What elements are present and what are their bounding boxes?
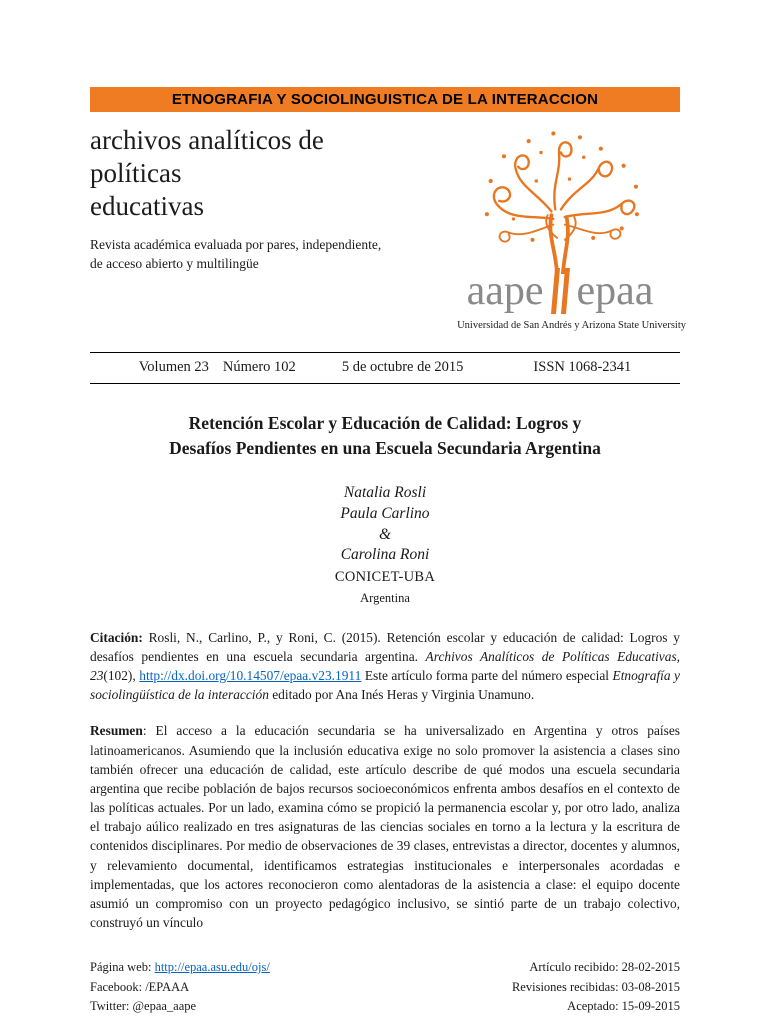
author-name: Natalia Rosli	[343, 483, 427, 501]
page-content	[90, 0, 686, 1016]
revisions-date: Revisiones recibidas: 03-08-2015	[511, 979, 680, 994]
citation-text: Rosli, N., Carlino, P., y Roni, C. (2015). Retención escolar y educación de calidad: Logros y desafíos pendientes en una escuela secundaria argentina.	[90, 629, 680, 664]
journal-header	[90, 124, 686, 352]
tree-trunk-icon	[550, 268, 569, 314]
citation-issue: (102),	[103, 668, 140, 684]
citation-paragraph	[90, 628, 680, 705]
special-issue-banner	[90, 87, 680, 112]
article-title-line1: Retención Escolar y Educación de Calidad: Logros y	[188, 413, 582, 433]
journal-name-italic: Archivos Analíticos de Políticas Educativas, 23	[90, 648, 680, 684]
country: Argentina	[360, 590, 410, 605]
footer-dates	[512, 958, 680, 1016]
abstract-text: : El acceso a la educación secundaria se ha universalizado en Argentina y otros países latinoamericanos. Asumiendo que la inclusión educativa exige no solo promover la asistencia a clases sino también ofrecer una educación de calidad, este artículo describe de qué modos una escuela secundaria argentina que recibe población de bajos recursos socioeconómicos enfrenta ambos desafíos en el contexto de las políticas actuales. Por un lado, examina cómo se propició la permanencia escolar y, por otro lado, analiza el trabajo aúlico realizado en tres asignaturas de las ciencias sociales en torno a la lectura y la escritura de contenidos disciplinares. Por medio de observaciones de 39 clases, entrevistas a director, docentes y alumnos, y relevamiento documental, identificamos estrategias institucionales e interpersonales acordadas e implementadas, que los actores reconocieron como alentadoras de la asistencia a clase: el equipo docente asumió un compromiso con un proyecto pedagógico inclusivo, se sintió parte de un trabajo colectivo, construyó un vínculo	[90, 723, 680, 930]
received-date: Artículo recibido: 28-02-2015	[529, 960, 680, 975]
twitter-line: Twitter: @epaa_aape	[90, 998, 197, 1013]
special-issue-banner-text: ETNOGRAFIA Y SOCIOLINGUISTICA DE LA INTERACCION	[171, 91, 599, 108]
journal-title-line1: archivos analíticos de políticas	[90, 125, 324, 188]
journal-subtitle-line1: Revista académica evaluada por pares, independiente,	[90, 236, 382, 252]
volume-label: Volumen 23	[138, 359, 209, 375]
article-title-line2: Desafíos Pendientes en una Escuela Secundaria Argentina	[169, 437, 601, 458]
author-block	[90, 483, 680, 607]
footer-contact	[90, 958, 270, 1016]
accepted-date: Aceptado: 15-09-2015	[567, 998, 680, 1013]
epaa-logo	[434, 124, 686, 331]
page-footer	[90, 958, 680, 1016]
journal-title-line2: educativas	[90, 190, 204, 221]
epaa-wordmark	[434, 268, 686, 314]
masthead-bar	[90, 352, 680, 384]
wordmark-aape: aape	[466, 268, 544, 314]
website-label: Página web:	[90, 960, 155, 975]
article-title	[90, 411, 680, 461]
website-line	[90, 958, 270, 977]
universities-caption: Universidad de San Andrés y Arizona State University	[457, 320, 686, 331]
abstract-label: Resumen	[90, 723, 143, 739]
special-issue-name-italic: Etnografía y sociolingüística de la interacción	[90, 668, 681, 703]
author-name: Paula Carlino	[340, 504, 430, 522]
wordmark-epaa: epaa	[576, 268, 654, 314]
affiliation: CONICET-UBA	[334, 569, 436, 586]
journal-title	[90, 124, 420, 223]
abstract-paragraph	[90, 721, 680, 932]
journal-subtitle-line2: de acceso abierto y multilingüe	[90, 255, 259, 271]
doi-link[interactable]: http://dx.doi.org/10.14507/epaa.v23.1911	[139, 668, 362, 684]
issue-date-label: 5 de octubre de 2015	[341, 359, 464, 375]
issn-label: ISSN 1068-2341	[533, 359, 632, 375]
issue-number-label: Número 102	[222, 359, 296, 375]
citation-text: Este artículo forma parte del número especial	[361, 668, 613, 684]
citation-label: Citación:	[90, 629, 149, 645]
ampersand: &	[378, 525, 392, 543]
facebook-line: Facebook: /EPAAA	[90, 979, 190, 994]
journal-subtitle	[90, 236, 420, 274]
epaa-tree-icon	[435, 124, 685, 274]
citation-text: editado por Ana Inés Heras y Virginia Unamuno.	[268, 687, 535, 703]
author-name: Carolina Roni	[340, 546, 430, 564]
website-link[interactable]: http://epaa.asu.edu/ojs/	[154, 960, 270, 975]
